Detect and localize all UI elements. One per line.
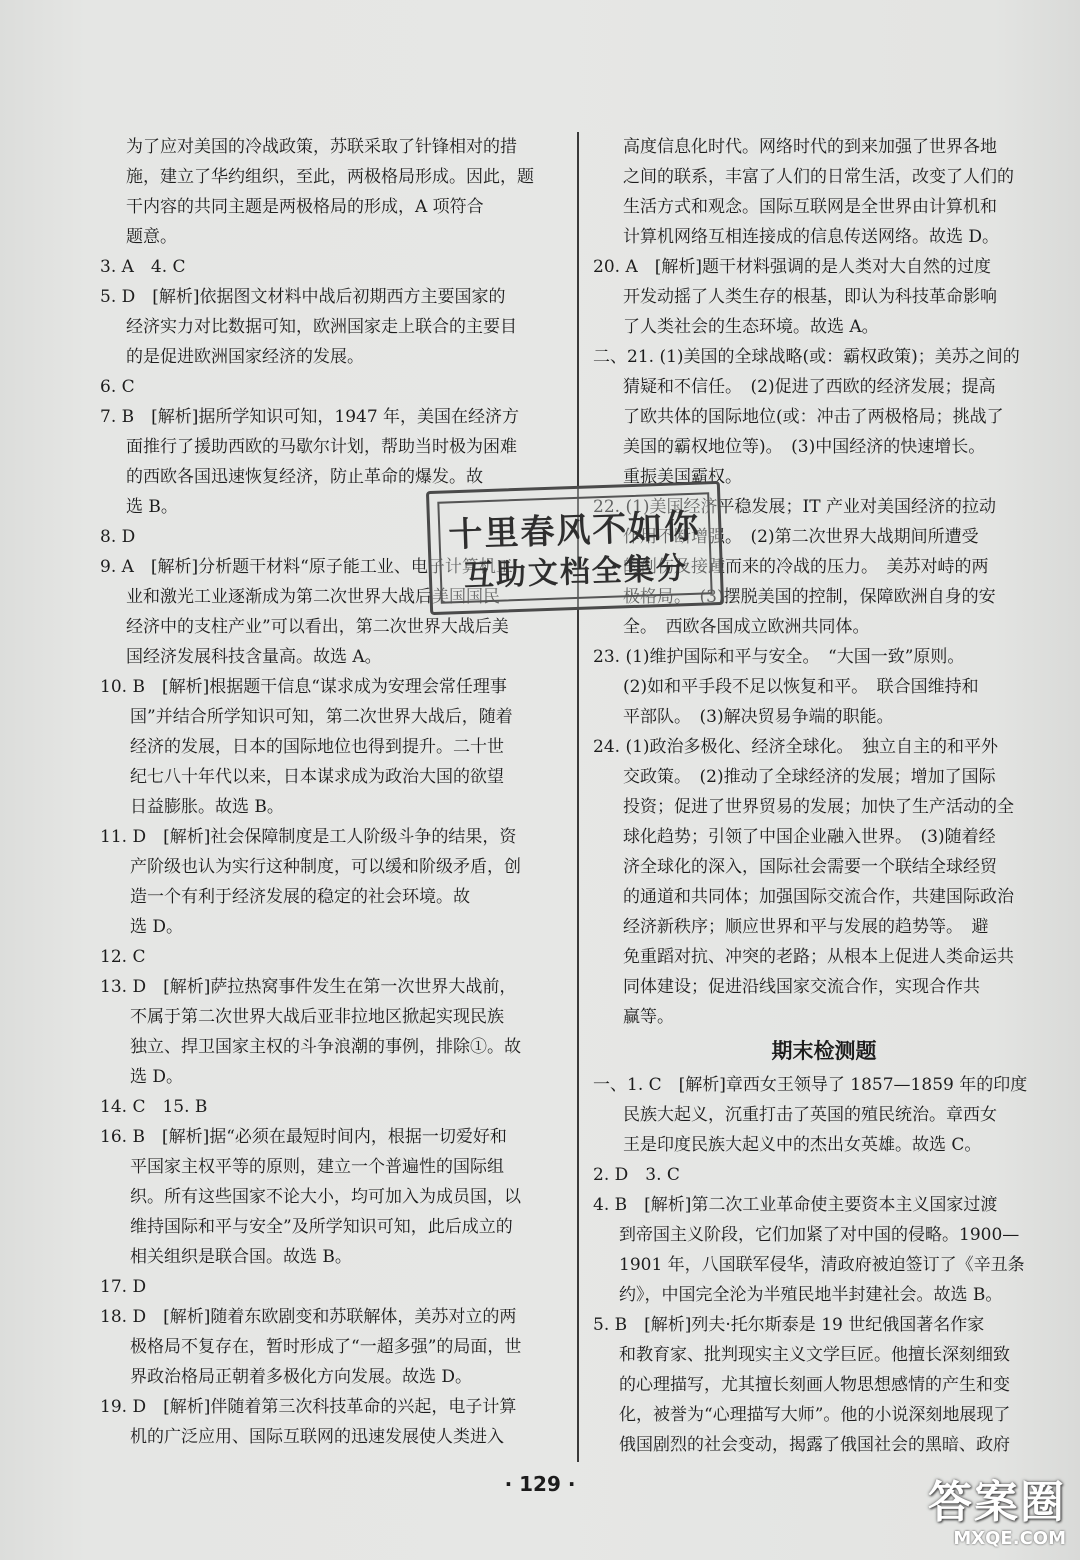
text-line: 20. A [解析]题干材料强调的是人类对大自然的过度: [593, 257, 991, 277]
text-line: 9. A [解析]分析题干材料“原子能工业、电子计算机工: [100, 557, 513, 577]
text-line: 了人类社会的生态环境。故选 A。: [623, 317, 879, 337]
right-column-final-exam: [593, 1070, 1055, 1460]
text-line: 6. C: [100, 377, 135, 397]
stamp-text-line-1: 十里春风不如你: [447, 506, 702, 556]
section-title: 期末检测题: [771, 1039, 877, 1063]
text-line: 和教育家、批判现实主义文学巨匠。他擅长深刻细致: [619, 1345, 1010, 1365]
text-line: 13. D [解析]萨拉热窝事件发生在第一次世界大战前，: [100, 977, 517, 997]
text-line: 极格局不复存在，暂时形成了“一超多强”的局面，世: [130, 1337, 522, 1357]
text-line: 经济中的支柱产业”可以看出，第二次世界大战后美: [126, 617, 509, 637]
text-line: 1901 年，八国联军侵华，清政府被迫签订了《辛丑条: [619, 1255, 1025, 1275]
text-line: 16. B [解析]据“必须在最短时间内，根据一切爱好和: [100, 1127, 507, 1147]
text-line: 平部队。 (3)解决贸易争端的职能。: [623, 707, 894, 727]
text-line: 日益膨胀。故选 B。: [130, 797, 284, 817]
text-line: 计算机网络互相连接成的信息传送网络。故选 D。: [623, 227, 1000, 247]
text-line: 二、21. (1)美国的全球战略(或：霸权政策)；美苏之间的: [593, 347, 1020, 367]
text-line: 5. D [解析]依据图文材料中战后初期西方主要国家的: [100, 287, 506, 307]
text-line: 3. A 4. C: [100, 257, 186, 277]
text-line: 18. D [解析]随着东欧剧变和苏联解体，美苏对立的两: [100, 1307, 517, 1327]
text-line: 高度信息化时代。网络时代的到来加强了世界各地: [623, 137, 997, 157]
text-line: 重振美国霸权。: [623, 467, 742, 487]
text-line: 11. D [解析]社会保障制度是工人阶级斗争的结果，资: [100, 827, 517, 847]
text-line: 纪七八十年代以来，日本谋求成为政治大国的欲望: [130, 767, 504, 787]
text-line: 极格局。 (3)摆脱美国的控制，保障欧洲自身的安: [623, 587, 996, 607]
text-line: 美国的霸权地位等)。 (3)中国经济的快速增长。: [623, 437, 986, 457]
text-line: 球化趋势；引领了中国企业融入世界。 (3)随着经: [623, 827, 996, 847]
text-line: 8. D: [100, 527, 136, 547]
text-line: 选 B。: [126, 497, 178, 517]
text-line: 作用不断增强。 (2)第二次世界大战期间所遭受: [623, 527, 979, 547]
column-divider: [577, 132, 579, 1462]
text-line: 12. C: [100, 947, 146, 967]
text-line: 的西欧各国迅速恢复经济，防止革命的爆发。故: [126, 467, 483, 487]
text-line: 经济的发展，日本的国际地位也得到提升。二十世: [130, 737, 504, 757]
watermark-url: MXQE.COM: [953, 1528, 1066, 1549]
text-line: 相关组织是联合国。故选 B。: [130, 1247, 352, 1267]
text-line: 17. D: [100, 1277, 147, 1297]
text-line: 10. B [解析]根据题干信息“谋求成为安理会常任理事: [100, 677, 507, 697]
text-line: 国经济发展科技含量高。故选 A。: [126, 647, 382, 667]
text-line: 生活方式和观念。国际互联网是全世界由计算机和: [623, 197, 997, 217]
text-line: 22. (1)美国经济平稳发展；IT 产业对美国经济的拉动: [593, 497, 996, 517]
text-line: 织。所有这些国家不论大小，均可加入为成员国，以: [130, 1187, 521, 1207]
text-line: 24. (1)政治多极化、经济全球化。 独立自主的和平外: [593, 737, 999, 757]
text-line: 选 D。: [130, 917, 184, 937]
text-line: 干内容的共同主题是两极格局的形成，A 项符合: [126, 197, 484, 217]
text-line: 到帝国主义阶段，它们加紧了对中国的侵略。1900—: [619, 1225, 1020, 1245]
text-line: 产阶级也认为实行这种制度，可以缓和阶级矛盾，创: [130, 857, 521, 877]
text-line: 赢等。: [623, 1007, 674, 1027]
text-line: 界政治格局正朝着多极化方向发展。故选 D。: [130, 1367, 473, 1387]
text-line: 的心理描写，尤其擅长刻画人物思想感情的产生和变: [619, 1375, 1010, 1395]
text-line: 经济实力对比数据可知，欧洲国家走上联合的主要目: [126, 317, 517, 337]
page-number: · 129 ·: [504, 1472, 576, 1496]
stamp-text-line-2: 互助文档全集分: [463, 551, 689, 594]
text-line: 化，被誉为“心理描写大师”。他的小说深刻地展现了: [619, 1405, 1011, 1425]
text-line: 了欧共体的国际地位(或：冲击了两极格局；挑战了: [623, 407, 1004, 427]
text-line: 4. B [解析]第二次工业革命使主要资本主义国家过渡: [593, 1195, 998, 1215]
text-line: 机的广泛应用、国际互联网的迅速发展使人类进入: [130, 1427, 504, 1447]
text-line: 同体建设；促进沿线国家交流合作，实现合作共: [623, 977, 980, 997]
text-line: 19. D [解析]伴随着第三次科技革命的兴起，电子计算: [100, 1397, 517, 1417]
text-line: 开发动摇了人类生存的根基，即认为科技革命影响: [623, 287, 997, 307]
text-line: 2. D 3. C: [593, 1165, 680, 1185]
text-line: 不属于第二次世界大战后亚非拉地区掀起实现民族: [130, 1007, 504, 1027]
text-line: 俄国剧烈的社会变动，揭露了俄国社会的黑暗、政府: [619, 1435, 1010, 1455]
text-line: 施，建立了华约组织，至此，两极格局形成。因此，题: [126, 167, 534, 187]
text-line: 7. B [解析]据所学知识可知，1947 年，美国在经济方: [100, 407, 520, 427]
text-line: 济全球化的深入，国际社会需要一个联结全球经贸: [623, 857, 997, 877]
text-line: 国”并结合所学知识可知，第二次世界大战后，随着: [130, 707, 513, 727]
text-line: 平国家主权平等的原则，建立一个普遍性的国际组: [130, 1157, 504, 1177]
right-column: [593, 132, 1055, 1460]
left-column: [100, 132, 564, 1452]
text-line: 的创伤及接踵而来的冷战的压力。 美苏对峙的两: [623, 557, 989, 577]
text-line: 选 D。: [130, 1067, 184, 1087]
watermark-logo-text: 答案圈: [928, 1477, 1066, 1528]
text-line: 23. (1)维护国际和平与安全。 “大国一致”原则。: [593, 647, 965, 667]
text-line: 14. C 15. B: [100, 1097, 208, 1117]
text-line: 面推行了援助西欧的马歇尔计划，帮助当时极为困难: [126, 437, 517, 457]
text-line: 为了应对美国的冷战政策，苏联采取了针锋相对的措: [126, 137, 517, 157]
text-line: 的通道和共同体；加强国际交流合作，共建国际政治: [623, 887, 1014, 907]
text-line: 投资；促进了世界贸易的发展；加快了生产活动的全: [623, 797, 1014, 817]
text-line: 独立、捍卫国家主权的斗争浪潮的事例，排除①。故: [130, 1037, 521, 1057]
text-line: 题意。: [126, 227, 177, 247]
text-line: 造一个有利于经济发展的稳定的社会环境。故: [130, 887, 470, 907]
text-line: 免重蹈对抗、冲突的老路；从根本上促进人类命运共: [623, 947, 1014, 967]
text-line: 一、1. C [解析]章西女王领导了 1857—1859 年的印度: [593, 1075, 1028, 1095]
text-line: 交政策。 (2)推动了全球经济的发展；增加了国际: [623, 767, 996, 787]
text-line: 5. B [解析]列夫·托尔斯泰是 19 世纪俄国著名作家: [593, 1315, 985, 1335]
document-stamp: [426, 481, 724, 615]
text-line: 之间的联系，丰富了人们的日常生活，改变了人们的: [623, 167, 1014, 187]
text-line: 王是印度民族大起义中的杰出女英雄。故选 C。: [623, 1135, 982, 1155]
site-watermark: [866, 1478, 1066, 1550]
text-line: 维持国际和平与安全”及所学知识可知，此后成立的: [130, 1217, 513, 1237]
text-line: 经济新秩序；顺应世界和平与发展的趋势等。 避: [623, 917, 989, 937]
text-line: 约》，中国完全沦为半殖民地半封建社会。故选 B。: [619, 1285, 1003, 1305]
text-line: (2)如和平手段不足以恢复和平。 联合国维持和: [623, 677, 979, 697]
text-line: 民族大起义，沉重打击了英国的殖民统治。章西女: [623, 1105, 997, 1125]
text-line: 业和激光工业逐渐成为第二次世界大战后美国国民: [126, 587, 500, 607]
text-line: 猜疑和不信任。 (2)促进了西欧的经济发展；提高: [623, 377, 996, 397]
text-line: 的是促进欧洲国家经济的发展。: [126, 347, 364, 367]
text-line: 全。 西欧各国成立欧洲共同体。: [623, 617, 870, 637]
